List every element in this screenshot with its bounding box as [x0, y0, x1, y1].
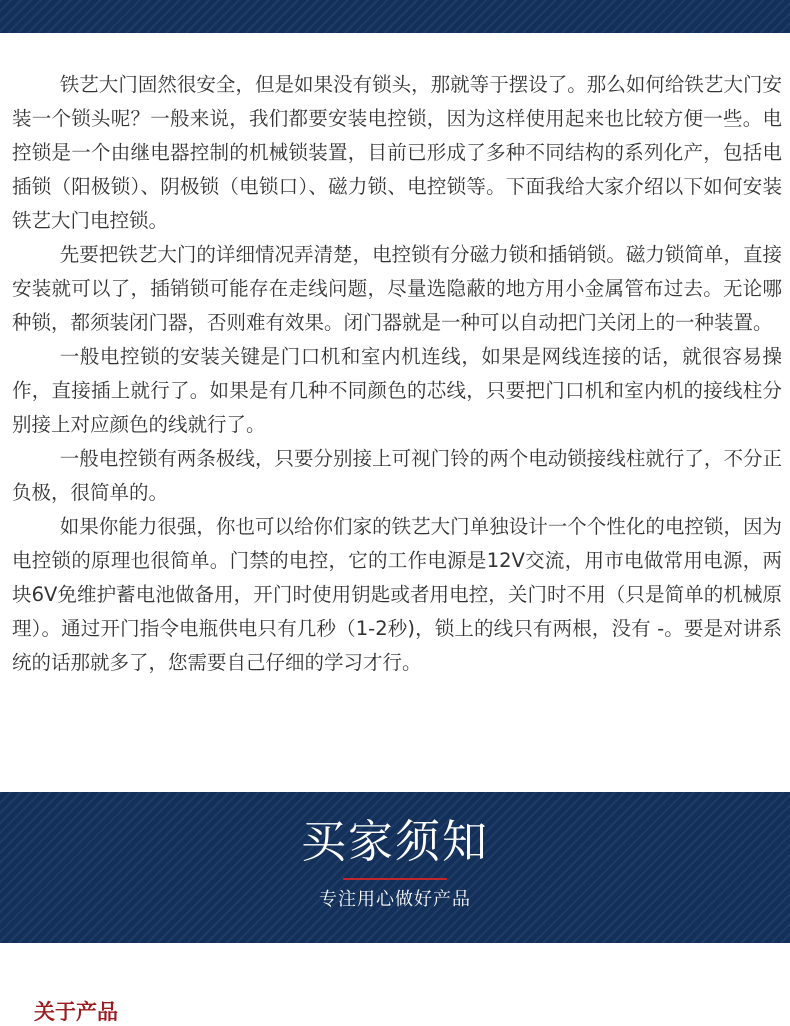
article-paragraph-5: 如果你能力很强，你也可以给你们家的铁艺大门单独设计一个个性化的电控锁，因为电控锁的原理也很简单。门禁的电控，它的工作电源是12V交流，用市电做常用电源，两块6V免维护蓄电池做备用，开门时使用钥匙或者用电控，关门时不用（只是简单的机械原理）。通过开门指令电瓶供电只有几秒（1-2秒)，锁上的线只有两根，没有 -。要是对讲系统的话那就多了，您需要自己仔细的学习才行。 [12, 515, 782, 674]
article-paragraph-4: 一般电控锁有两条极线，只要分别接上可视门铃的两个电动锁接线柱就行了，不分正负极，很简单的。 [12, 447, 782, 504]
article-body [12, 68, 782, 680]
article-paragraph-3: 一般电控锁的安装关键是门口机和室内机连线，如果是网线连接的话，就很容易操作，直接插上就行了。如果是有几种不同颜色的芯线，只要把门口机和室内机的接线柱分别接上对应颜色的线就行了。 [12, 345, 782, 436]
top-banner [0, 0, 790, 33]
article-paragraph-1: 铁艺大门固然很安全，但是如果没有锁头，那就等于摆设了。那么如何给铁艺大门安装一个锁头呢？一般来说，我们都要安装电控锁，因为这样使用起来也比较方便一些。电控锁是一个由继电器控制的机械锁装置，目前已形成了多种不同结构的系列化产，包括电插锁（阳极锁）、阴极锁（电锁口）、磁力锁、电控锁等。下面我给大家介绍以下如何安装铁艺大门电控锁。 [12, 73, 782, 232]
about-product-heading: 关于产品 [34, 1000, 118, 1024]
title-divider [343, 878, 447, 880]
buyer-notice-banner [0, 792, 790, 943]
buyer-notice-subtitle: 专注用心做好产品 [319, 889, 471, 910]
article-paragraph-2: 先要把铁艺大门的详细情况弄清楚，电控锁有分磁力锁和插销锁。磁力锁简单，直接安装就可以了，插销锁可能存在走线问题，尽量选隐蔽的地方用小金属管布过去。无论哪种锁，都须装闭门器，否则难有效果。闭门器就是一种可以自动把门关闭上的一种装置。 [12, 243, 782, 334]
buyer-notice-title: 买家须知 [300, 815, 489, 868]
